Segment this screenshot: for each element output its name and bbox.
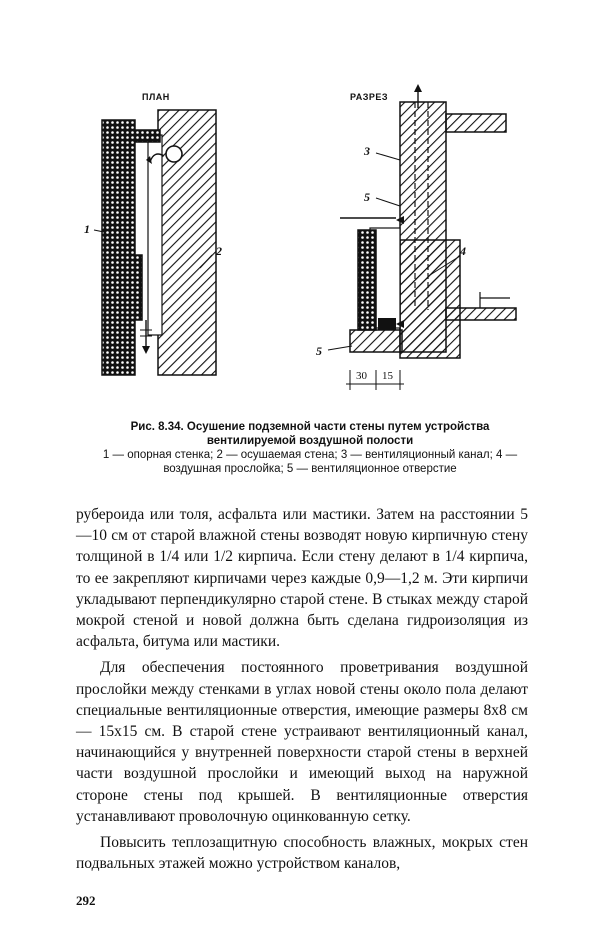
section-new-wall [358, 230, 376, 330]
plan-vent-channel [166, 146, 182, 162]
page-number: 292 [76, 893, 96, 908]
dimension-30: 30 [356, 370, 367, 382]
plan-marker-2: 2 [216, 244, 222, 258]
plan-marker-1: 1 [84, 222, 90, 236]
section-marker-3: 3 [364, 144, 370, 158]
figure-caption [70, 420, 550, 476]
section-label: РАЗРЕЗ [350, 92, 388, 102]
plan-drawing [94, 110, 216, 375]
plan-label: ПЛАН [142, 92, 170, 102]
plan-air-gap [148, 135, 162, 335]
section-marker-4: 4 [460, 244, 466, 258]
figure-8-34 [60, 80, 540, 410]
section-drawing [328, 84, 516, 390]
caption-title-line2: вентилируемой воздушной полости [206, 435, 414, 447]
figure-drawing [60, 80, 540, 410]
caption-title-line1: Рис. 8.34. Осушение подземной части стены путем устройства [130, 421, 490, 433]
section-marker-5-bottom: 5 [316, 344, 322, 358]
caption-legend-line2: воздушная прослойка; 5 — вентиляционное отверстие [163, 463, 457, 475]
paragraph-2: Для обеспечения постоянного проветривания воздушной прослойки между стенками в углах новой стены около пола делают специальные вентиляционные отверстия, имеющие размеры 8х8 см — 15х15 см. В старой стене устраивают вентиляционный канал, начинающийся у внутренней поверхности старой стены в верхней части воздушной прослойки и имеющий выход на наружной стороне стены под крышей. В вентиляционные отверстия устанавливают проволочную оцинкованную сетку. [76, 659, 528, 825]
paragraph-1: рубероида или толя, асфальта или мастики. Затем на расстоянии 5—10 см от старой влажной стены возводят новую кирпичную стену толщиной в 1/4 или 1/2 кирпича. Если стену делают в 1/4 кирпича, то ее закрепляют кирпичами через каждые 0,9—1,2 м. Эти кирпичи укладывают перпендикулярно старой стене. В стыках между старой мокрой стеной и новой должна быть сделана гидроизоляция из асфальта, битума или мастики. [76, 506, 528, 651]
section-marker-5-top: 5 [364, 190, 370, 204]
body-text [76, 504, 528, 874]
caption-legend-line1: 1 — опорная стенка; 2 — осушаемая стена; 3 — вентиляционный канал; 4 — [102, 449, 518, 461]
paragraph-3: Повысить теплозащитную способность влажных, мокрых стен подвальных этажей можно устройством каналов, [76, 834, 528, 873]
dimension-15: 15 [382, 370, 393, 382]
